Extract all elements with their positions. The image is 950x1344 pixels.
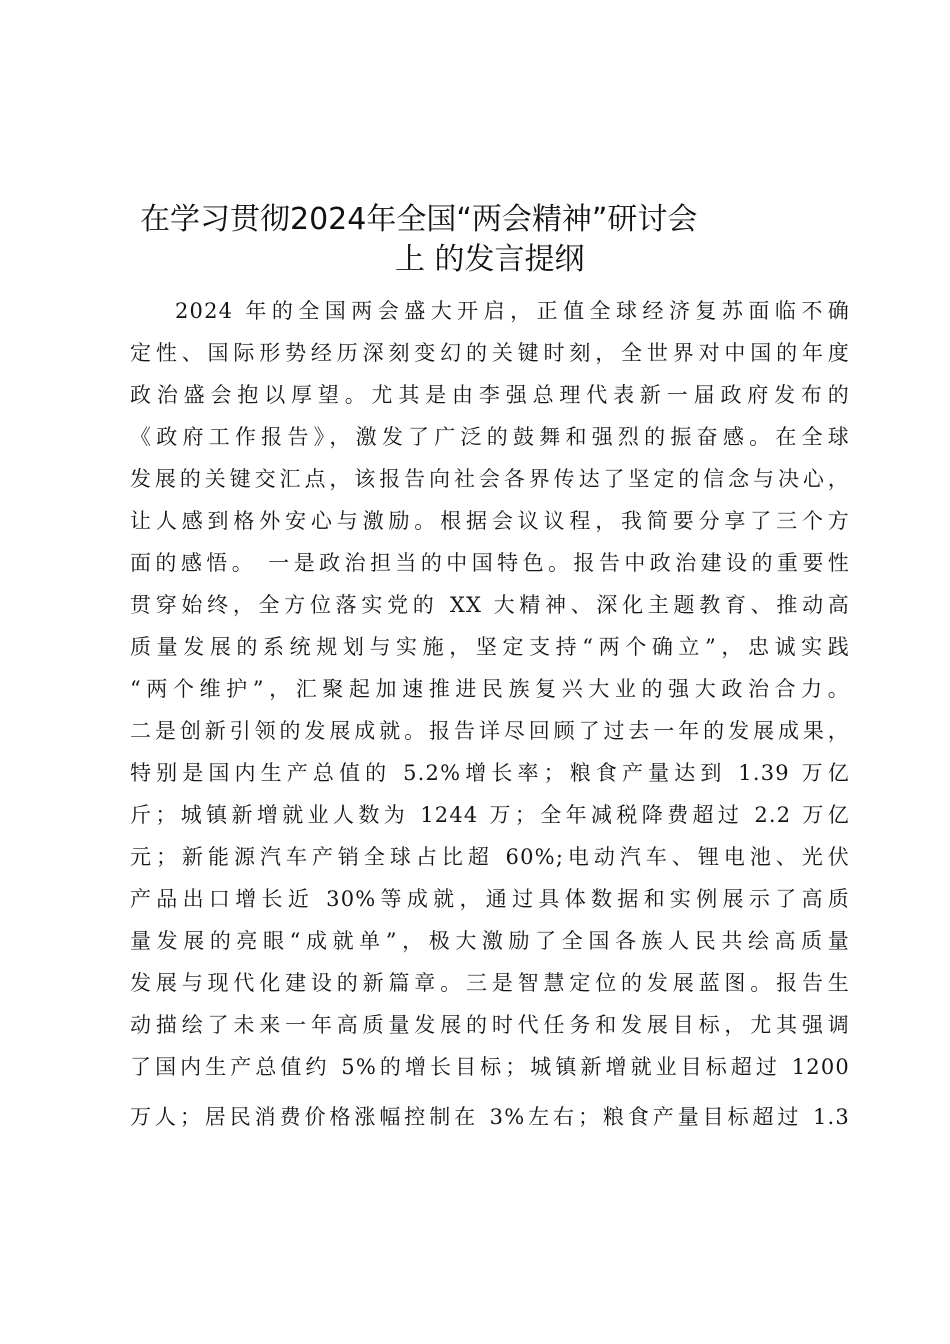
body-line: 产品出口增长近 30%等成就，通过具体数据和实例展示了高质 xyxy=(130,887,850,911)
document-title-line-2: 上 的发言提纲 xyxy=(395,242,585,277)
body-line: 发展的关键交汇点，该报告向社会各界传达了坚定的信念与决心， xyxy=(130,467,850,491)
body-line: 发展与现代化建设的新篇章。三是智慧定位的发展蓝图。报告生 xyxy=(130,971,850,995)
body-line: 了国内生产总值约 5%的增长目标；城镇新增就业目标超过 1200 xyxy=(130,1055,850,1079)
body-line: 二是创新引领的发展成就。报告详尽回顾了过去一年的发展成果， xyxy=(130,719,850,743)
body-line: 斤；城镇新增就业人数为 1244 万；全年减税降费超过 2.2 万亿 xyxy=(130,803,850,827)
body-line: 质量发展的系统规划与实施，坚定支持“两个确立”，忠诚实践 xyxy=(130,635,850,659)
body-line: 特别是国内生产总值的 5.2%增长率；粮食产量达到 1.39 万亿 xyxy=(130,761,850,785)
body-line: “两个维护”，汇聚起加速推进民族复兴大业的强大政治合力。 xyxy=(130,677,850,701)
body-line: 元；新能源汽车产销全球占比超 60%;电动汽车、锂电池、光伏 xyxy=(130,845,850,869)
body-line: 定性、国际形势经历深刻变幻的关键时刻，全世界对中国的年度 xyxy=(130,341,850,365)
body-line: 2024 年的全国两会盛大开启，正值全球经济复苏面临不确 xyxy=(175,299,850,323)
body-line: 《政府工作报告》，激发了广泛的鼓舞和强烈的振奋感。在全球 xyxy=(130,425,850,449)
body-line: 量发展的亮眼“成就单”，极大激励了全国各族人民共绘高质量 xyxy=(130,929,850,953)
body-line: 动描绘了未来一年高质量发展的时代任务和发展目标，尤其强调 xyxy=(130,1013,850,1037)
body-line: 万人；居民消费价格涨幅控制在 3%左右；粮食产量目标超过 1.3 xyxy=(130,1105,850,1129)
document-title-line-1: 在学习贯彻2024年全国“两会精神”研讨会 xyxy=(140,202,698,237)
body-line: 面的感悟。 一是政治担当的中国特色。报告中政治建设的重要性 xyxy=(130,551,850,575)
body-line: 贯穿始终，全方位落实党的 XX 大精神、深化主题教育、推动高 xyxy=(130,593,850,617)
body-line: 让人感到格外安心与激励。根据会议议程，我简要分享了三个方 xyxy=(130,509,850,533)
body-line: 政治盛会抱以厚望。尤其是由李强总理代表新一届政府发布的 xyxy=(130,383,850,407)
